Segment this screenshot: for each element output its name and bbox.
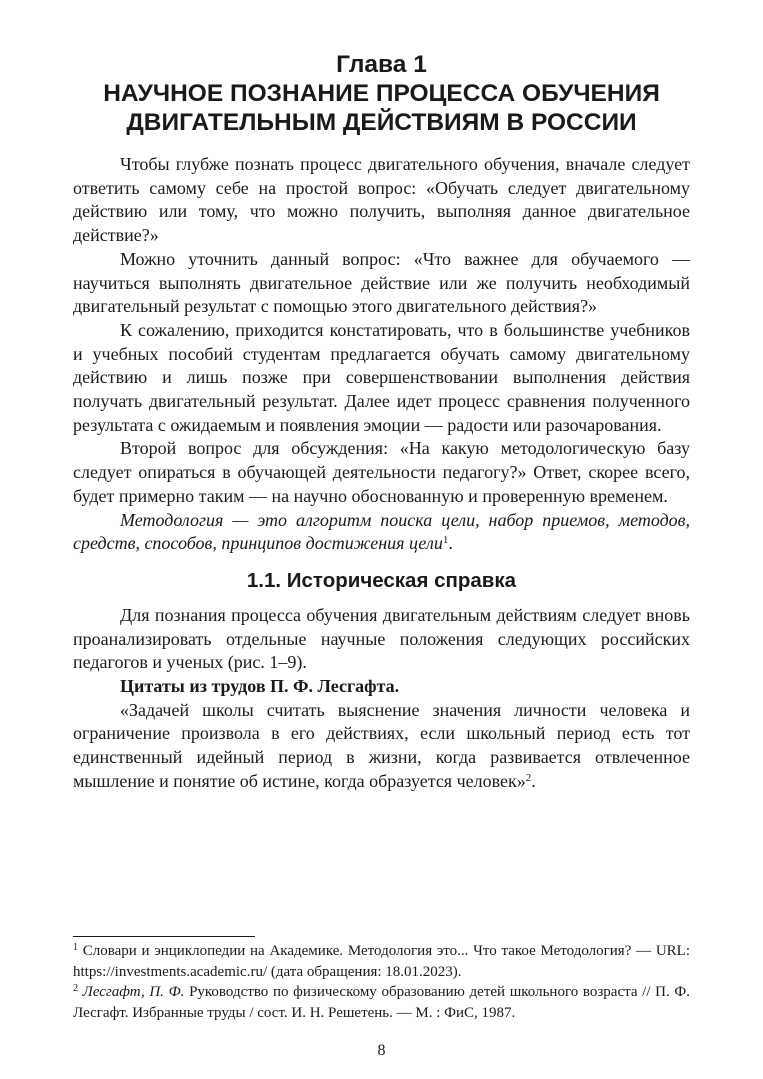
page-body (73, 50, 690, 794)
footnote-ref-1[interactable]: 1 (442, 534, 449, 547)
chapter-number: Глава 1 (336, 51, 427, 78)
paragraph: Второй вопрос для обсуждения: «На какую методологическую базу следует опираться в обучающей деятельности педагогу?» Ответ, скорее всего, будет примерно таким — на научно обоснованную и проверенную временем. (73, 438, 690, 506)
footnote-1 (73, 941, 690, 982)
definition-end: . (448, 533, 453, 554)
footnote-1-text: Словари и энциклопедии на Академике. Методология это... Что такое Методология? — URL: https://investments.academic.ru/ (дата обращения: 18.01.2023). (73, 943, 691, 980)
footnote-2-text: Руководство по физическому образованию детей школьного возраста // П. Ф. Лесгафт. Избранные труды / сост. И. Н. Решетень. — М. : ФиС, 1987. (73, 984, 690, 1021)
footnote-divider (73, 936, 255, 937)
quote-text: «Задачей школы считать выяснение значения личности человека и ограничение произвола в его действиях, если школьный период есть тот единственный идейный период в жизни, когда развивается отвлеченное мышление и понятие об истине, когда образуется человек» (73, 699, 690, 791)
paragraph: К сожалению, приходится констатировать, что в большинстве учебников и учебных пособий студентам предлагается обучать самому двигательному действию и лишь позже при совершенствовании выполнения действия получать двигательный результат. Далее идет процесс сравнения полученного результата с ожидаемым и появления эмоции — радости или разочарования. (73, 319, 690, 435)
section-subheading: Цитаты из трудов П. Ф. Лесгафта. (120, 676, 400, 697)
footnote-2-number: 2 (73, 983, 78, 995)
section-paragraph: Для познания процесса обучения двигательным действиям следует вновь проанализировать отдельные научные положения следующих российских педагогов и ученых (рис. 1–9). (73, 604, 690, 673)
quote-paragraph (73, 699, 690, 794)
footnote-2-author: Лесгафт, П. Ф. (82, 984, 185, 1001)
quote-end: . (531, 770, 536, 791)
footnote-2 (73, 982, 690, 1023)
chapter-text (73, 153, 690, 794)
paragraph: Можно уточнить данный вопрос: «Что важнее для обучаемого — научиться выполнять двигательное действие или же получить необходимый двигательный результат с помощью этого двигательного действия?» (73, 248, 690, 317)
definition-paragraph (73, 509, 690, 556)
section-title: 1.1. Историческая справка (246, 568, 517, 592)
footnotes (73, 941, 690, 1023)
chapter-title-line-1: НАУЧНОЕ ПОЗНАНИЕ ПРОЦЕССА ОБУЧЕНИЯ (103, 80, 660, 107)
footnote-ref-2[interactable]: 2 (525, 771, 532, 784)
page-number: 8 (377, 1042, 386, 1059)
definition-text: Методология — это алгоритм поиска цели, набор приемов, методов, средств, способов, принципов достижения цели (73, 509, 690, 554)
chapter-title-line-2: ДВИГАТЕЛЬНЫМ ДЕЙСТВИЯМ В РОССИИ (126, 109, 637, 136)
footnote-1-number: 1 (73, 942, 78, 953)
paragraph: Чтобы глубже познать процесс двигательного обучения, вначале следует ответить самому себе на простой вопрос: «Обучать следует двигательному действию или тому, что можно получить, выполняя данное двигательное действие?» (73, 154, 690, 246)
